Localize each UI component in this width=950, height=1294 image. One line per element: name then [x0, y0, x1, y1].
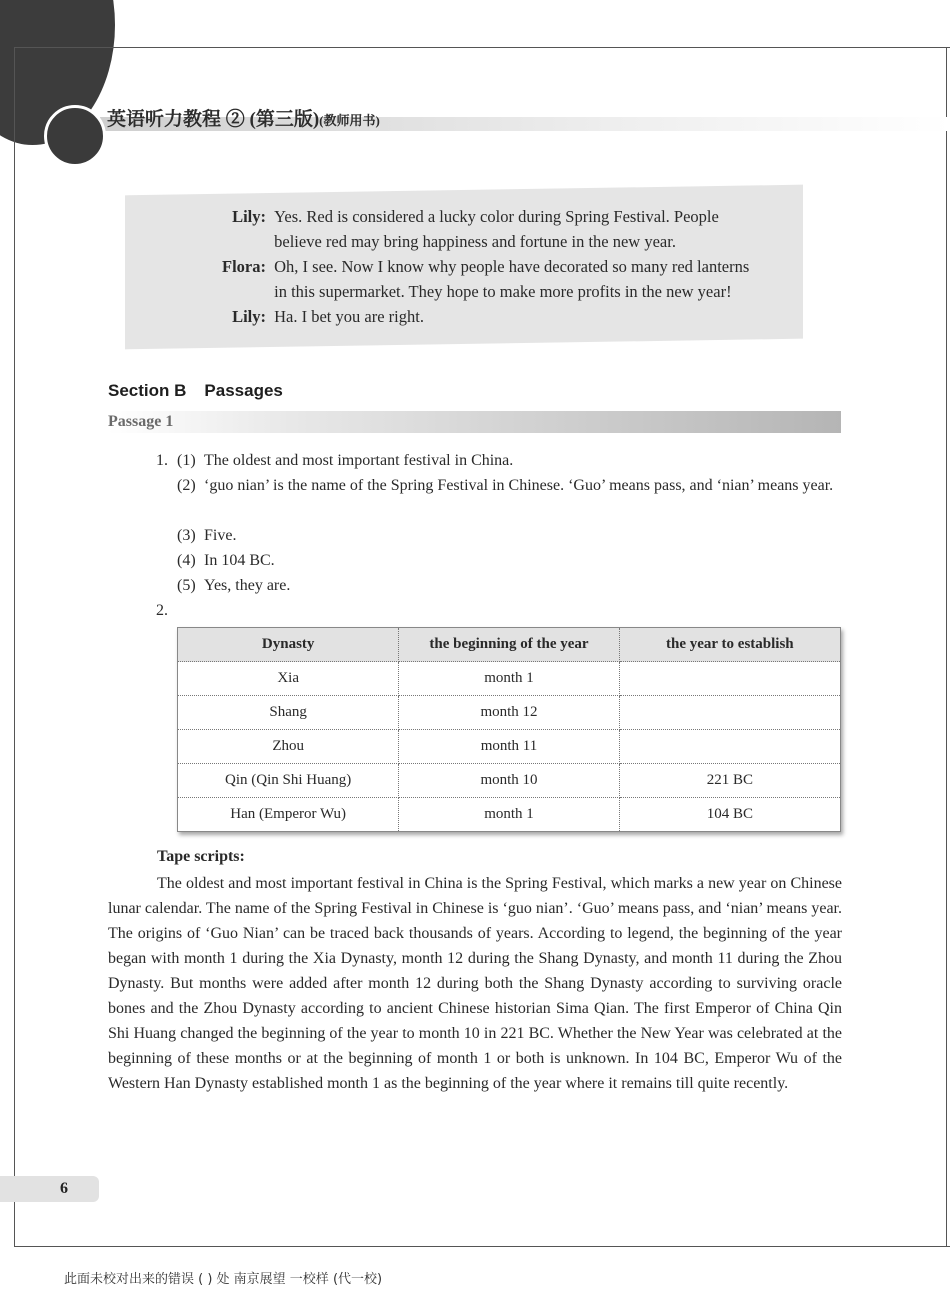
table-header-row: [178, 628, 841, 662]
page-frame-left: [14, 47, 15, 1247]
dialogue-line: [186, 229, 749, 254]
table-header-cell: the year to establish: [619, 628, 840, 662]
tape-scripts-body: The oldest and most important festival in China is the Spring Festival, which marks a new year on Chinese lunar calendar. The name of the Spring Festival in Chinese is ‘guo nian’. ‘Guo’ means pass, and ‘nian’ means year. The origins of ‘Guo Nian’ can be traced back thousands of years. According to legend, the beginning of the year began with month 1 during the Xia Dynasty, month 12 during the Shang Dynasty, and month 11 during the Zhou Dynasty. But months were added after month 12 during both the Shang Dynasty according to surviving oracle bones and the Zhou Dynasty according to ancient Chinese historian Sima Qian. The first Emperor of China Qin Shi Huang changed the beginning of the year to month 10 in 221 BC. Whether the New Year was celebrated at the beginning of these months or at the beginning of month 1 or both is unknown. In 104 BC, Emperor Wu of the Western Han Dynasty established month 1 as the beginning of the year where it remains till quite recently.: [108, 875, 842, 1092]
table-header-cell: the beginning of the year: [399, 628, 619, 662]
page-frame-right: [946, 47, 947, 1247]
answer-text: Yes, they are.: [204, 577, 291, 594]
table-cell: month 1: [399, 662, 619, 696]
table-cell: [619, 696, 840, 730]
table-cell: 104 BC: [619, 798, 840, 832]
table-row: [178, 730, 841, 764]
tape-scripts-heading: Tape scripts:: [157, 848, 245, 865]
dialogue-line: [186, 254, 749, 279]
section-heading: [108, 381, 283, 401]
answer-number: (3): [177, 527, 196, 544]
table-row: [178, 696, 841, 730]
table-cell: Shang: [178, 696, 399, 730]
table-cell: month 11: [399, 730, 619, 764]
answer-text: ‘guo nian’ is the name of the Spring Festival in Chinese. ‘Guo’ means pass, and ‘nian’ means year.: [204, 477, 834, 494]
table-cell: Zhou: [178, 730, 399, 764]
book-title: [107, 104, 380, 131]
page-frame-bottom: [14, 1246, 950, 1247]
dialogue-line: [186, 279, 749, 304]
page-frame-top: [14, 47, 950, 48]
dialogue: [186, 204, 749, 329]
page-number: 6: [60, 1180, 68, 1197]
table-cell: [619, 662, 840, 696]
answer-number: (2): [177, 477, 196, 494]
table-cell: Xia: [178, 662, 399, 696]
speech-text: believe red may bring happiness and fortune in the new year.: [274, 232, 676, 251]
table-cell: 221 BC: [619, 764, 840, 798]
speaker-name: Flora:: [222, 257, 266, 276]
table-header-cell: Dynasty: [178, 628, 399, 662]
table-row: [178, 662, 841, 696]
table-row: [178, 798, 841, 832]
passage-bar: [108, 411, 841, 433]
answer-number: (1): [177, 452, 196, 469]
page-number-tab: [0, 1176, 99, 1202]
table-cell: Han (Emperor Wu): [178, 798, 399, 832]
section-label: Section B: [108, 381, 187, 400]
table-cell: month 1: [399, 798, 619, 832]
answer-number: (5): [177, 577, 196, 594]
table-cell: month 12: [399, 696, 619, 730]
section-title: Passages: [204, 381, 283, 400]
answer-number: (4): [177, 552, 196, 569]
table-cell: Qin (Qin Shi Huang): [178, 764, 399, 798]
proof-footer-note: 此面未校对出来的错误 ( ) 处 南京展望 一校样 (代一校): [64, 1272, 383, 1287]
speech-text: Yes. Red is considered a lucky color during Spring Festival. People: [274, 207, 719, 226]
answer-text: Five.: [204, 527, 237, 544]
book-title-subtitle: (教师用书): [319, 113, 380, 128]
speech-text: in this supermarket. They hope to make more profits in the new year!: [274, 282, 732, 301]
answer-text: The oldest and most important festival in China.: [204, 452, 514, 469]
header-decoration-circle-small: [44, 105, 106, 167]
table-cell: month 10: [399, 764, 619, 798]
table-cell: [619, 730, 840, 764]
question-number: 2.: [156, 602, 168, 619]
speech-text: Oh, I see. Now I know why people have decorated so many red lanterns: [274, 257, 750, 276]
dialogue-line: [186, 304, 749, 329]
table-row: [178, 764, 841, 798]
question-number: 1.: [156, 452, 168, 469]
speaker-name: Lily:: [232, 207, 266, 226]
passage-title: Passage 1: [108, 413, 174, 430]
answer-text: In 104 BC.: [204, 552, 275, 569]
book-title-main: 英语听力教程 ② (第三版): [107, 109, 320, 130]
speech-text: Ha. I bet you are right.: [274, 307, 424, 326]
dynasty-table: [177, 627, 841, 832]
dialogue-line: [186, 204, 749, 229]
speaker-name: Lily:: [232, 307, 266, 326]
